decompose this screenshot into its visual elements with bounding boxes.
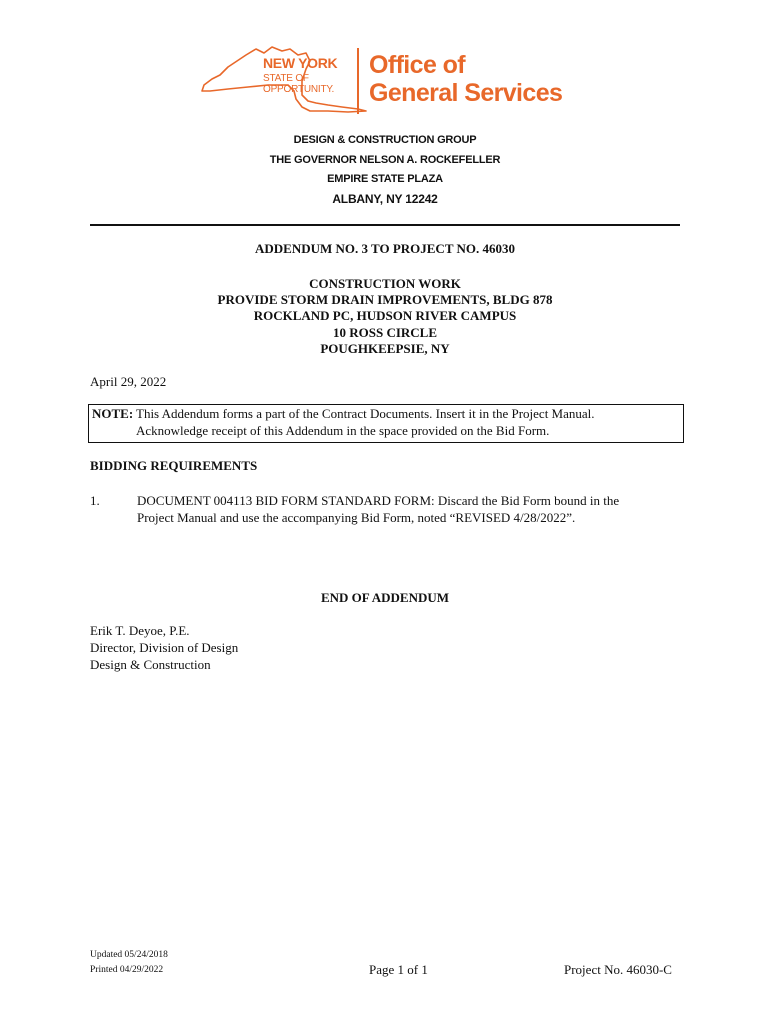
end-of-addendum: END OF ADDENDUM [320,590,450,605]
item-number: 1. [90,493,100,508]
addendum-subtitle-3: ROCKLAND PC, HUDSON RIVER CAMPUS [253,308,517,323]
note-label: NOTE: [92,406,134,421]
item-line2: Project Manual and use the accompanying Bid Form, noted “REVISED 4/28/2022”. [137,510,576,525]
footer-printed: Printed 04/29/2022 [90,965,164,975]
addendum-subtitle-5: POUGHKEEPSIE, NY [320,341,450,356]
item-line1: DOCUMENT 004113 BID FORM STANDARD FORM: Discard the Bid Form bound in the [137,493,620,508]
logo-office-name [369,51,562,107]
header-line3: EMPIRE STATE PLAZA [327,173,443,185]
addendum-title: ADDENDUM NO. 3 TO PROJECT NO. 46030 [254,241,516,256]
signature-name: Erik T. Deyoe, P.E. [90,623,190,638]
note-line2: Acknowledge receipt of this Addendum in the space provided on the Bid Form. [136,423,550,438]
footer-updated: Updated 05/24/2018 [90,950,168,960]
header-line2: THE GOVERNOR NELSON A. ROCKEFELLER [269,154,501,166]
logo-tagline-line1: STATE OF [263,73,309,84]
header-rule [90,224,680,226]
signature-dept: Design & Construction [90,657,211,672]
header-line1: DESIGN & CONSTRUCTION GROUP [293,134,477,146]
signature-title: Director, Division of Design [90,640,239,655]
note-line1: This Addendum forms a part of the Contract Documents. Insert it in the Project Manual. [136,406,595,421]
section-heading: BIDDING REQUIREMENTS [90,458,258,473]
footer-project: Project No. 46030-C [564,962,672,977]
footer-page: Page 1 of 1 [369,962,428,977]
logo-divider [357,48,359,114]
logo-tagline-line2: OPPORTUNITY. [263,84,335,95]
addendum-subtitle-2: PROVIDE STORM DRAIN IMPROVEMENTS, BLDG 878 [217,292,553,307]
logo-office-line2: General Services [369,79,563,107]
logo-office-line1: Office of [369,51,465,79]
addendum-subtitle-4: 10 ROSS CIRCLE [332,325,438,340]
logo-tagline [263,73,334,95]
logo-state-name: NEW YORK [263,55,338,71]
addendum-date: April 29, 2022 [90,374,167,389]
addendum-subtitle-1: CONSTRUCTION WORK [309,276,461,291]
header-line4: ALBANY, NY 12242 [332,192,438,206]
